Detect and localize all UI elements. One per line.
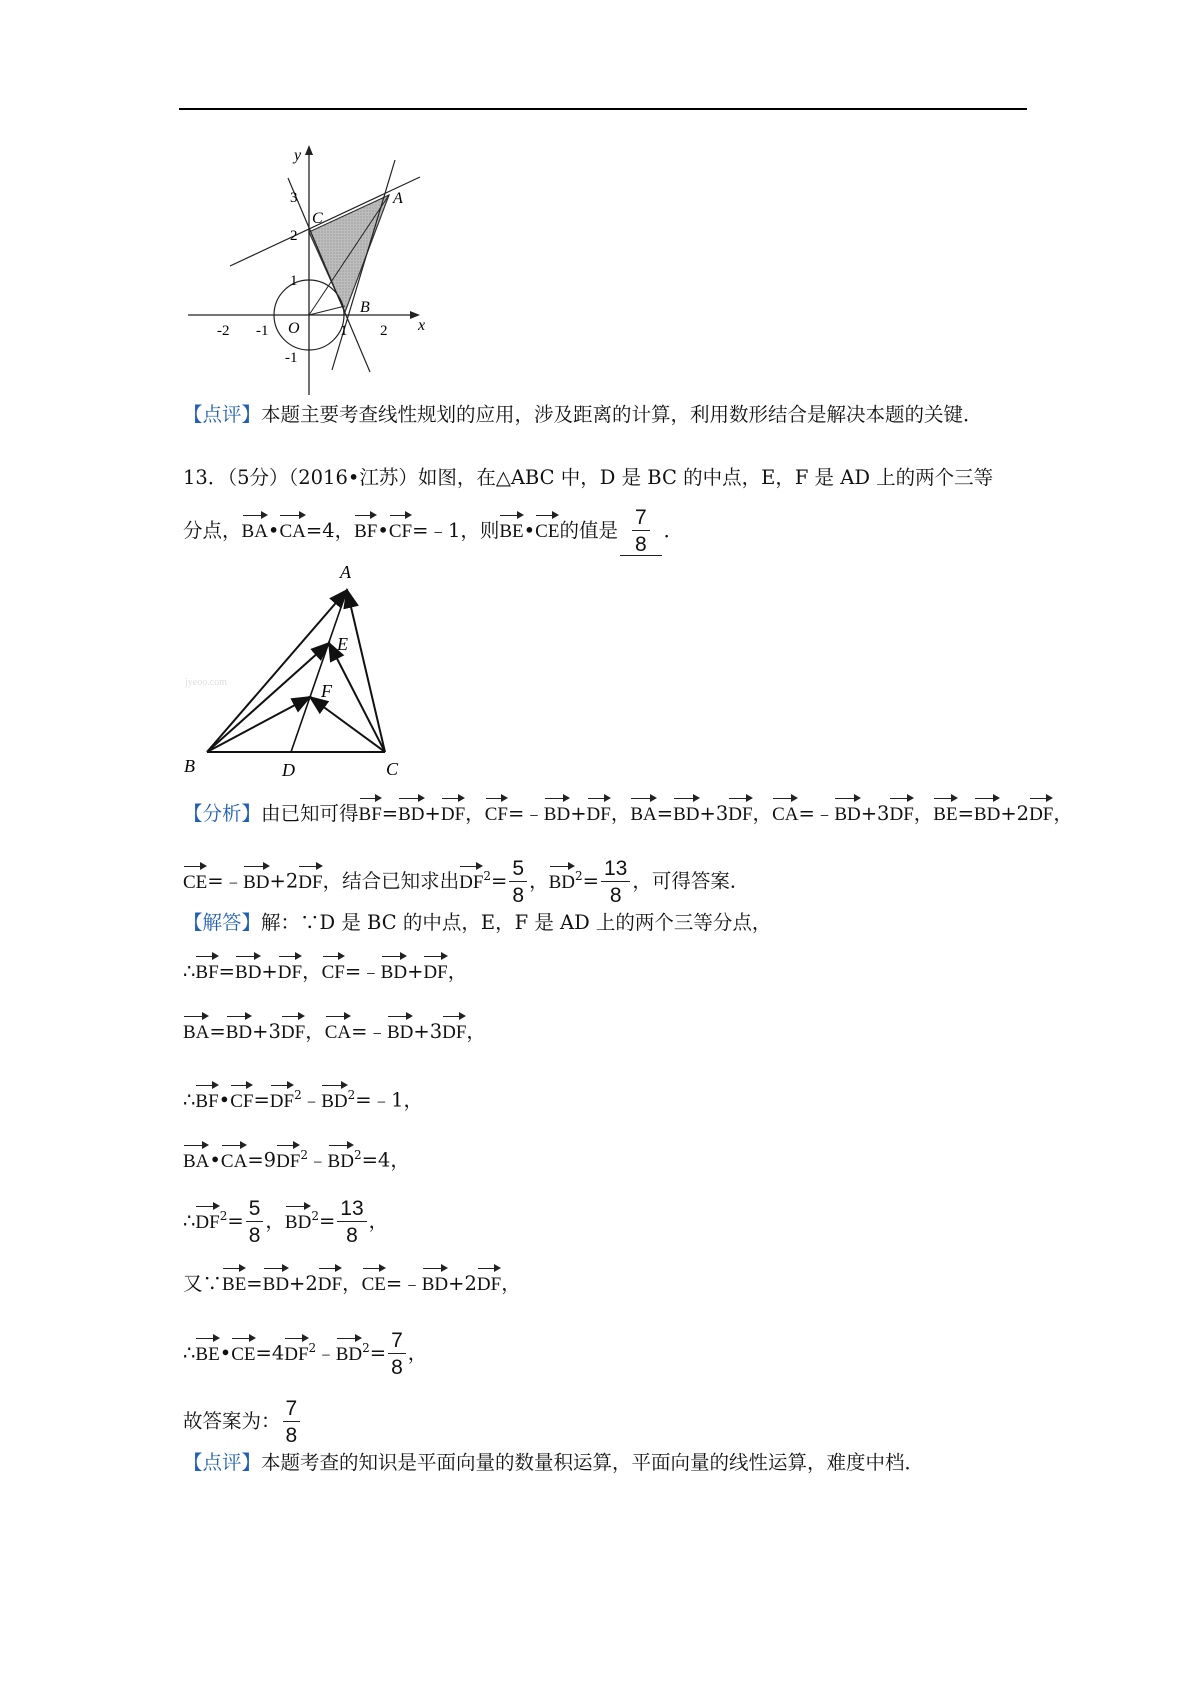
solution-step-2: BA=BD+3DF，CA=﹣BD+3DF， [183, 1016, 486, 1048]
vector-term: DF [587, 798, 611, 830]
vector-term: CE [231, 1338, 255, 1370]
vector-term: BA [630, 798, 656, 830]
vector-term: BF [195, 956, 218, 988]
fraction: $\frac{5}{8}$ [509, 858, 527, 906]
vector-term: BF [359, 798, 382, 830]
y-axis-label: y [294, 147, 302, 164]
vector-term: BD [243, 866, 269, 898]
vector-term: CE [362, 1268, 386, 1300]
vector-term: DF [423, 956, 447, 988]
solution-step-3: $\therefore BF•CF=DF^2﹣BD^2=﹣1$， [183, 1080, 423, 1117]
exponent: 2 [362, 1341, 370, 1355]
x-tick-label: 1 [340, 323, 348, 339]
solution-step-5: $\therefore DF^2=$ $\frac{5}{8}$ ，$BD^2=$ $\frac{13}{8}$ ， [183, 1197, 389, 1247]
exponent: 2 [294, 1088, 302, 1102]
point-label-a: A [393, 190, 403, 207]
vector-term: CA [325, 1016, 351, 1048]
vector-term: BD [328, 1145, 354, 1177]
vector-term: BE [933, 798, 957, 830]
point-e-label: E [337, 634, 348, 654]
vector-term: BD [834, 798, 860, 830]
vector-be: BE [499, 515, 523, 547]
vector-bf: BF [354, 515, 377, 547]
final-answer: 故答案为： $\frac{7}{8}$ [183, 1398, 302, 1446]
point-f-label: F [321, 681, 332, 701]
figure-linear-programming [180, 140, 440, 400]
fraction: $\frac{5}{8}$ [246, 1198, 264, 1246]
fraction: $\frac{13}{8}$ [601, 858, 630, 906]
exponent: 2 [308, 1341, 317, 1355]
exponent: 2 [311, 1209, 319, 1223]
vector-term: DF [442, 1016, 466, 1048]
solution-tag: 【解答】 [183, 911, 262, 934]
vector-term: DF [298, 866, 322, 898]
vector-term: CA [221, 1145, 247, 1177]
vector-term: BA [183, 1016, 209, 1048]
vector-term: BD [974, 798, 1000, 830]
solution-intro: 【解答】解：∵D 是 BC 的中点，E，F 是 AD 上的两个三等分点， [183, 911, 772, 934]
vector-term: BD [398, 798, 424, 830]
fraction: $\frac{13}{8}$ [337, 1198, 366, 1246]
question-13-line-2: 分点，BA•CA=4，BF•CF=﹣1，则BE•CE的值是 $\frac{7}{8}$ ． [183, 506, 684, 556]
exponent: 2 [219, 1209, 228, 1223]
solution-step-4: $BA•CA=9DF^2﹣BD^2=4$， [183, 1140, 410, 1177]
point-d-label: D [282, 760, 295, 780]
vector-term: BD [381, 956, 407, 988]
vertex-b-label: B [184, 756, 195, 776]
vertex-a-label: A [340, 562, 351, 582]
y-tick-label: -1 [285, 350, 298, 366]
y-tick-label: 3 [290, 190, 298, 206]
vector-ca: CA [279, 515, 305, 547]
comment-tag: 【点评】 [183, 403, 262, 426]
vector-term: CA [772, 798, 798, 830]
vector-term: BE [195, 1338, 219, 1370]
vector-ce: CE [535, 515, 559, 547]
vector-term: BD [321, 1085, 347, 1117]
vector-term: DF [278, 956, 302, 988]
vector-term: CF [230, 1085, 253, 1117]
y-tick-label: 2 [290, 228, 298, 244]
analysis-line-2: CE=﹣BD+2DF，结合已知求出$DF^2=$ $\frac{5}{8}$ ，$BD^2=$ $\frac{13}{8}$ ，可得答案． [183, 857, 750, 907]
analysis-tag: 【分析】 [183, 802, 262, 825]
vector-term: DF [441, 798, 465, 830]
analysis-line-1: 【分析】由已知可得BF=BD+DF，CF=﹣BD+DF，BA=BD+3DF，CA=﹣BD+3DF，BE=BD+2DF， [183, 798, 1073, 830]
vector-term: BD [544, 798, 570, 830]
vector-term: BD [263, 1268, 289, 1300]
figure-triangle-abc [180, 555, 420, 785]
vector-term: BD [235, 956, 261, 988]
vector-term: DF [889, 798, 913, 830]
vector-term: DF [284, 1338, 308, 1370]
x-tick-label: 2 [380, 323, 388, 339]
vector-term: DF [477, 1268, 501, 1300]
header-rule [179, 108, 1027, 110]
final-answer-fraction: $\frac{7}{8}$ [283, 1398, 301, 1446]
y-tick-label: 1 [290, 273, 298, 289]
vertex-c-label: C [386, 759, 399, 779]
origin-label: O [288, 320, 300, 337]
exponent: 2 [353, 1148, 362, 1162]
vector-term: DF [1029, 798, 1053, 830]
exponent: 2 [483, 869, 492, 883]
solution-step-6: 又∵BE=BD+2DF，CE=﹣BD+2DF， [183, 1268, 521, 1300]
x-tick-label: -1 [256, 323, 269, 339]
vector-term: BD [549, 866, 575, 898]
exponent: 2 [575, 869, 583, 883]
vector-term: BD [285, 1206, 311, 1238]
vector-term: BD [673, 798, 699, 830]
x-axis-label: x [418, 317, 426, 334]
vector-ba: BA [242, 515, 268, 547]
vector-term: BD [387, 1016, 413, 1048]
vector-term: BF [195, 1085, 218, 1117]
vector-term: CE [183, 866, 207, 898]
vector-term: DF [728, 798, 752, 830]
vector-term: BD [422, 1268, 448, 1300]
vector-term: DF [459, 866, 483, 898]
vector-term: DF [281, 1016, 305, 1048]
vector-term: BA [183, 1145, 209, 1177]
x-tick-label: -2 [217, 323, 230, 339]
vector-term: DF [276, 1145, 300, 1177]
point-label-c: C [312, 210, 323, 227]
fraction: $\frac{7}{8}$ [388, 1330, 406, 1378]
comment-tag: 【点评】 [183, 1451, 262, 1474]
comment-text: 本题考查的知识是平面向量的数量积运算，平面向量的线性运算，难度中档． [261, 1451, 925, 1474]
point-label-b: B [360, 299, 370, 316]
vector-term: BD [226, 1016, 252, 1048]
comment-text: 本题主要考查线性规划的应用，涉及距离的计算，利用数形结合是解决本题的关键． [261, 403, 983, 426]
comment-1 [183, 400, 983, 430]
vector-term: DF [270, 1085, 294, 1117]
vector-term: DF [195, 1206, 219, 1238]
question-13-line-1: 13．（5分）（2016•江苏）如图，在△ABC 中，D 是 BC 的中点，E，F 是 AD 上的两个三等 [183, 466, 994, 489]
vector-term: BD [336, 1338, 362, 1370]
watermark: jyeoo.com [185, 677, 227, 688]
vector-term: DF [318, 1268, 342, 1300]
vector-term: CF [485, 798, 508, 830]
comment-2 [183, 1448, 924, 1478]
exponent: 2 [347, 1088, 356, 1102]
exponent: 2 [300, 1148, 309, 1162]
vector-cf: CF [389, 515, 412, 547]
answer-fraction: $\frac{7}{8}$ [632, 507, 650, 555]
solution-step-1: ∴BF=BD+DF，CF=﹣BD+DF， [183, 956, 467, 988]
vector-term: BE [222, 1268, 246, 1300]
solution-step-7: $\therefore BE•CE=4DF^2﹣BD^2=$ $\frac{7}{8}$ ， [183, 1329, 428, 1379]
vector-term: CF [322, 956, 345, 988]
